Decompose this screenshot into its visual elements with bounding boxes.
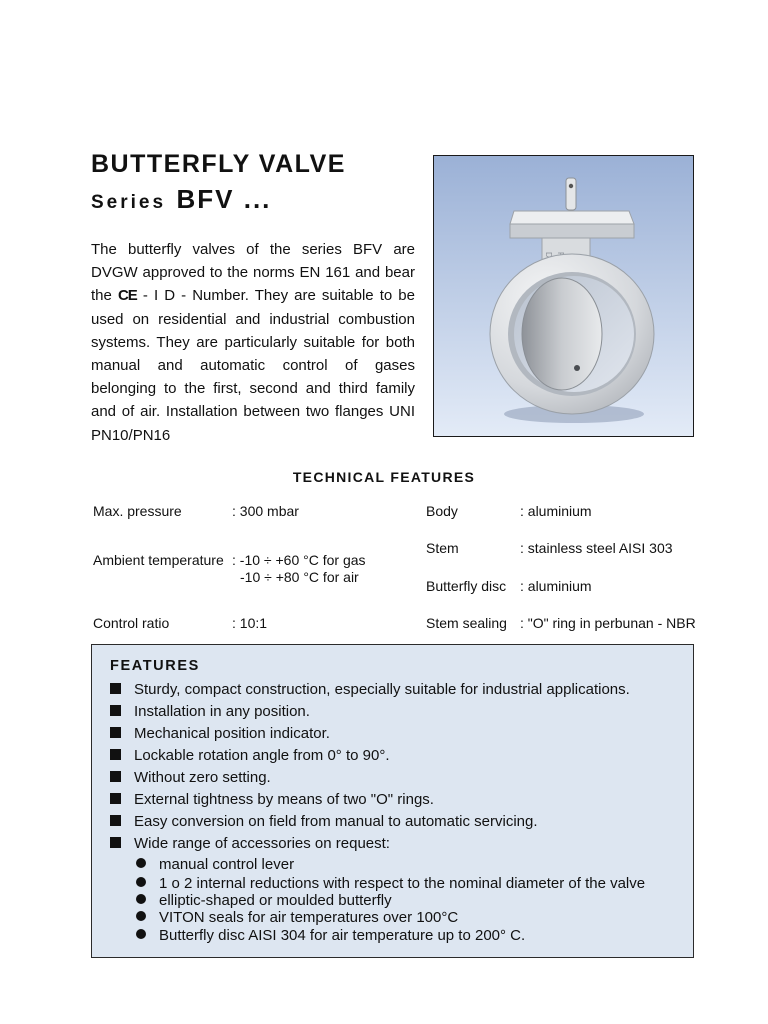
product-photo xyxy=(433,155,694,437)
accessory-item xyxy=(136,856,294,873)
feature-text: External tightness by means of two "O" rings. xyxy=(134,791,434,808)
feature-item xyxy=(110,813,538,830)
accessory-item xyxy=(136,927,525,944)
feature-text: Installation in any position. xyxy=(134,703,310,720)
accessory-item xyxy=(136,909,458,926)
square-bullet-icon xyxy=(110,837,121,848)
accessory-item xyxy=(136,892,392,909)
spec-value-stem-sealing: : "O" ring in perbunan - NBR xyxy=(520,615,696,631)
feature-item xyxy=(110,769,271,786)
series-subtitle xyxy=(91,184,271,215)
series-name: BFV ... xyxy=(176,184,272,214)
feature-item xyxy=(110,681,630,698)
square-bullet-icon xyxy=(110,683,121,694)
feature-text: Mechanical position indicator. xyxy=(134,725,330,742)
square-bullet-icon xyxy=(110,771,121,782)
feature-text: Easy conversion on field from manual to automatic servicing. xyxy=(134,813,538,830)
round-bullet-icon xyxy=(136,894,146,904)
accessory-text: elliptic-shaped or moulded butterfly xyxy=(159,892,392,909)
spec-label-butterfly-disc: Butterfly disc xyxy=(426,578,507,594)
round-bullet-icon xyxy=(136,877,146,887)
intro-text-2: - I D - Number. They are suitable to be used on residential and industrial combustion systems. They are particularly suitable for both manual and automatic control of gases belonging to the first, second and third family and of air. Installation between two flanges UNI PN10/PN16 xyxy=(91,287,415,444)
feature-text: Wide range of accessories on request: xyxy=(134,835,390,852)
spec-label-body: Body xyxy=(426,503,458,519)
feature-text: Lockable rotation angle from 0° to 90°. xyxy=(134,747,390,764)
ce-mark-icon: CE xyxy=(117,287,137,305)
feature-item xyxy=(110,835,390,852)
spec-label-control-ratio: Control ratio xyxy=(93,615,170,631)
feature-item xyxy=(110,703,310,720)
spec-value-body: : aluminium xyxy=(520,503,592,519)
round-bullet-icon xyxy=(136,858,146,868)
spec-value-temperature-air: -10 ÷ +80 °C for air xyxy=(240,569,359,585)
square-bullet-icon xyxy=(110,749,121,760)
feature-text: Without zero setting. xyxy=(134,769,271,786)
features-heading: FEATURES xyxy=(110,658,200,674)
spec-label-max-pressure: Max. pressure xyxy=(93,503,182,519)
spec-label-stem-sealing: Stem sealing xyxy=(426,615,507,631)
square-bullet-icon xyxy=(110,705,121,716)
spec-value-control-ratio: : 10:1 xyxy=(232,615,268,631)
features-box xyxy=(91,644,694,958)
square-bullet-icon xyxy=(110,727,121,738)
page-title: BUTTERFLY VALVE xyxy=(91,150,346,178)
accessory-text: Butterfly disc AISI 304 for air temperature up to 200° C. xyxy=(159,927,526,944)
round-bullet-icon xyxy=(136,911,146,921)
butterfly-valve-illustration xyxy=(434,156,693,436)
intro-text-1: The butterfly valves of the series BFV are DVGW approved to the norms EN 161 and bear the xyxy=(91,241,415,305)
feature-item xyxy=(110,725,330,742)
intro-paragraph xyxy=(91,238,415,447)
spec-value-temperature-gas: : -10 ÷ +60 °C for gas xyxy=(232,552,366,568)
spec-label-stem: Stem xyxy=(426,540,459,556)
square-bullet-icon xyxy=(110,815,121,826)
spec-value-max-pressure: : 300 mbar xyxy=(232,503,299,519)
spec-value-butterfly-disc: : aluminium xyxy=(520,578,592,594)
feature-text: Sturdy, compact construction, especially suitable for industrial applications. xyxy=(134,681,630,698)
accessory-text: 1 o 2 internal reductions with respect to the nominal diameter of the valve xyxy=(159,875,646,892)
series-word: Series xyxy=(91,192,167,213)
square-bullet-icon xyxy=(110,793,121,804)
spec-value-stem: : stainless steel AISI 303 xyxy=(520,540,673,556)
spec-label-ambient-temperature: Ambient temperature xyxy=(93,552,224,568)
accessory-text: manual control lever xyxy=(159,856,295,873)
technical-features-heading: TECHNICAL FEATURES xyxy=(292,469,476,485)
feature-item xyxy=(110,747,389,764)
round-bullet-icon xyxy=(136,929,146,939)
accessory-text: VITON seals for air temperatures over 100°C xyxy=(159,909,459,926)
feature-item xyxy=(110,791,434,808)
accessory-item xyxy=(136,875,645,892)
